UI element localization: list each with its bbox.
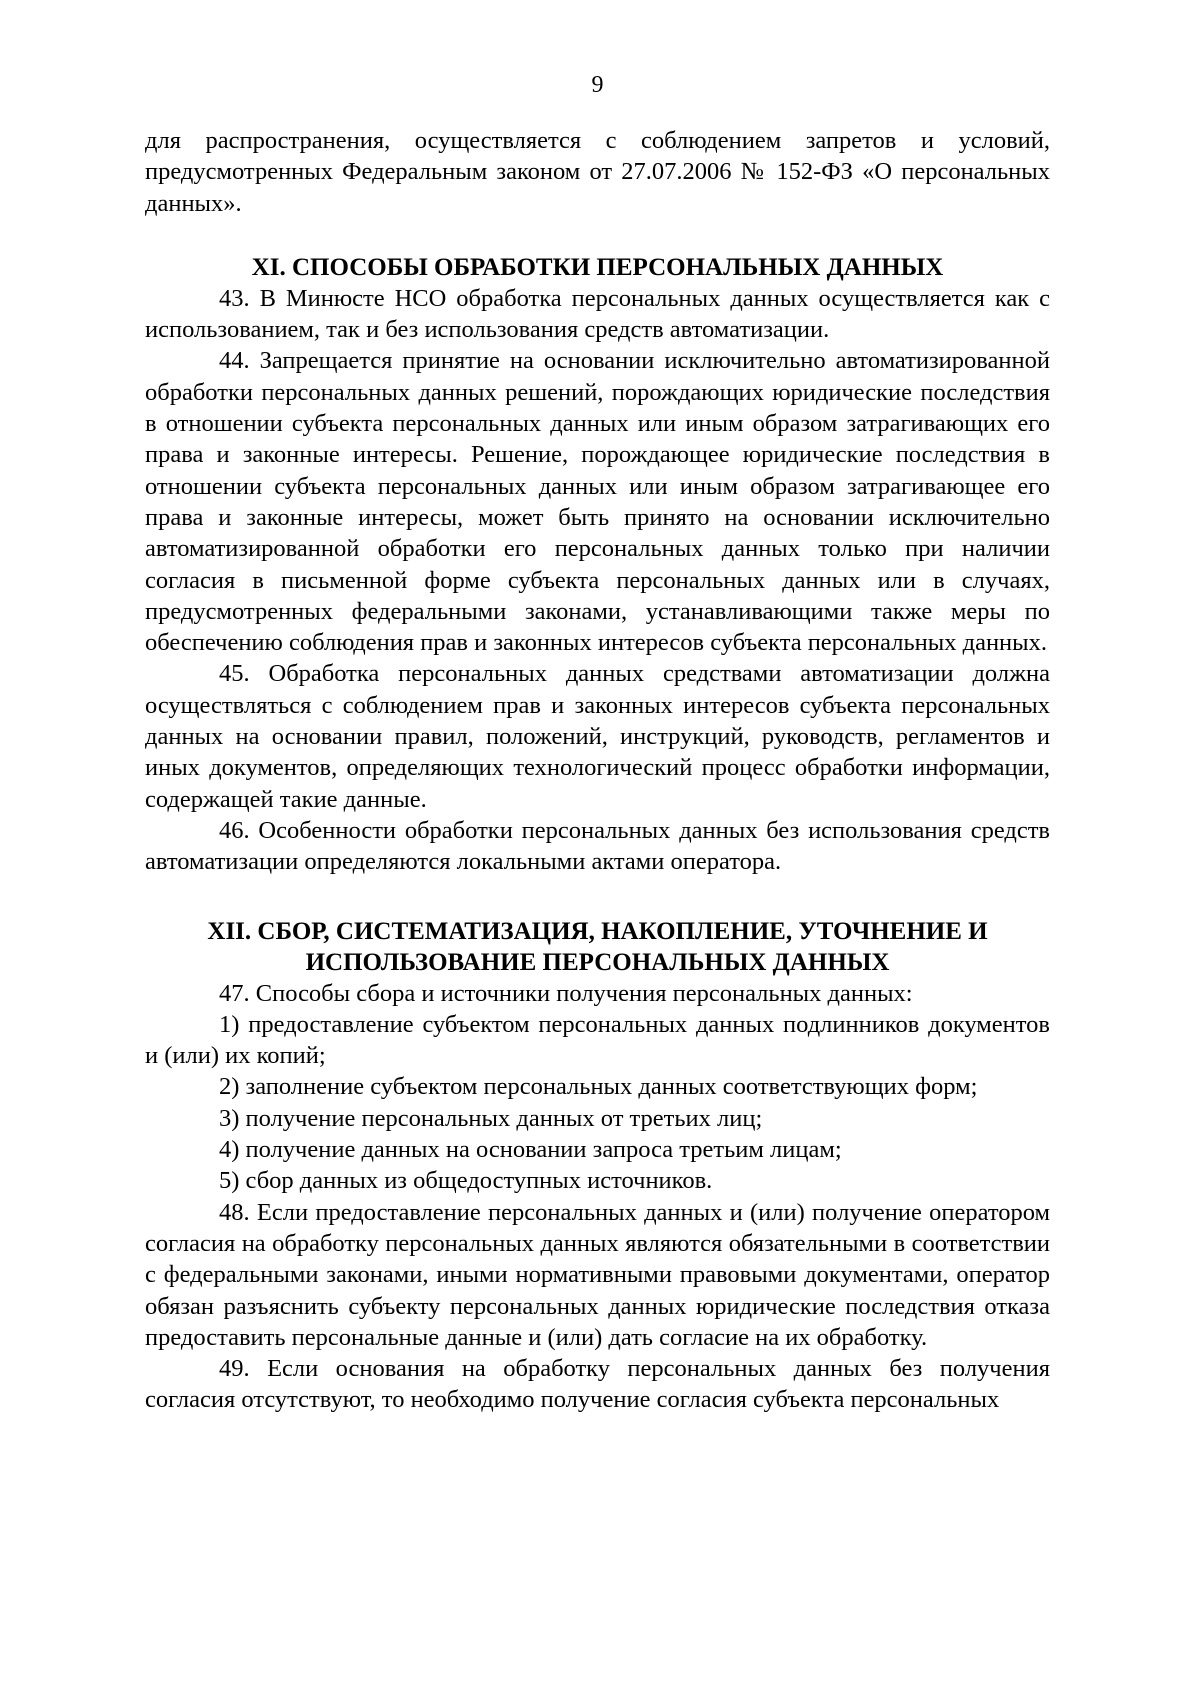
list-item-5: 5) сбор данных из общедоступных источников. bbox=[219, 1167, 713, 1195]
paragraph-48: 48. Если предоставление персональных данных и (или) получение оператором согласия на обработку персональных данных являются обязательными в соответствии с федеральными законами, иными нормативными правовыми документами, оператор обязан разъяснить субъекту персональных данных юридические последствия отказа предоставить персональные данные и (или) дать согласие на их обработку. bbox=[145, 1198, 1050, 1351]
list-item-3: 3) получение персональных данных от третьих лиц; bbox=[219, 1104, 763, 1132]
intro-paragraph: для распространения, осуществляется с соблюдением запретов и условий, предусмотренных Федеральным законом от 27.07.2006 № 152-ФЗ «О персональных данных». bbox=[145, 127, 1050, 217]
paragraph-46: 46. Особенности обработки персональных данных без использования средств автоматизации определяются локальными актами оператора. bbox=[145, 816, 1050, 876]
list-item-1: 1) предоставление субъектом персональных данных подлинников документов и (или) их копий; bbox=[145, 1010, 1050, 1070]
list-item-2: 2) заполнение субъектом персональных данных соответствующих форм; bbox=[219, 1073, 978, 1101]
paragraph-49: 49. Если основания на обработку персональных данных без получения согласия отсутствуют, то необходимо получение согласия субъекта персональных bbox=[145, 1355, 1050, 1414]
paragraph-45: 45. Обработка персональных данных средствами автоматизации должна осуществляться с соблюдением прав и законных интересов субъекта персональных данных на основании правил, положений, инструкций, руководств, регламентов и иных документов, определяющих технологический процесс обработки информации, содержащей такие данные. bbox=[145, 660, 1050, 813]
paragraph-44: 44. Запрещается принятие на основании исключительно автоматизированной обработки персональных данных решений, порождающих юридические последствия в отношении субъекта персональных данных или иным образом затрагивающих его права и законные интересы. Решение, порождающее юридические последствия в отношении субъекта персональных данных или иным образом затрагивающее его права и законные интересы, может быть принято на основании исключительно автоматизированной обработки его персональных данных только при наличии согласия в письменной форме субъекта персональных данных или в случаях, предусмотренных федеральными законами, устанавливающими также меры по обеспечению соблюдения прав и законных интересов субъекта персональных данных. bbox=[145, 347, 1050, 657]
section-12-heading-line-2: ИСПОЛЬЗОВАНИЕ ПЕРСОНАЛЬНЫХ ДАННЫХ bbox=[305, 948, 890, 976]
section-12-heading-line-1: XII. СБОР, СИСТЕМАТИЗАЦИЯ, НАКОПЛЕНИЕ, УТОЧНЕНИЕ И bbox=[207, 917, 988, 945]
paragraph-43: 43. В Минюсте НСО обработка персональных данных осуществляется как с использованием, так и без использования средств автоматизации. bbox=[145, 284, 1050, 344]
page-number: 9 bbox=[591, 72, 604, 98]
document-page bbox=[145, 70, 1050, 1416]
list-item-4: 4) получение данных на основании запроса третьим лицам; bbox=[219, 1136, 842, 1164]
section-12-heading bbox=[145, 916, 1050, 978]
paragraph-47: 47. Способы сбора и источники получения персональных данных: bbox=[219, 979, 913, 1007]
section-11-heading: XI. СПОСОБЫ ОБРАБОТКИ ПЕРСОНАЛЬНЫХ ДАННЫХ bbox=[251, 253, 944, 281]
